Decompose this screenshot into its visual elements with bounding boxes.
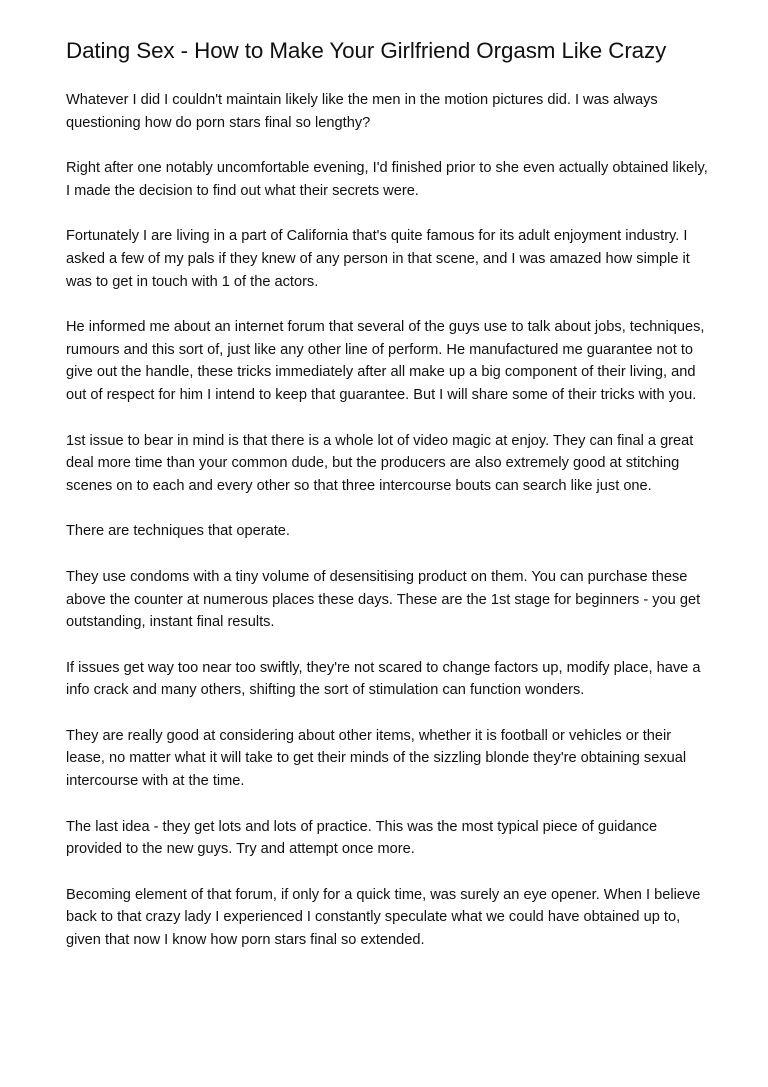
article-body: [66, 89, 708, 952]
paragraph-7: They use condoms with a tiny volume of desensitising product on them. You can purchase these above the counter at numerous places these days. These are the 1st stage for beginners - you get outstanding, instant final results.: [66, 568, 701, 631]
paragraph-6: There are techniques that operate.: [66, 523, 290, 540]
paragraph-9: They are really good at considering about other items, whether it is football or vehicles or their lease, no matter what it will take to get their minds of the sizzling blonde they're obtaining sexual intercourse with at the time.: [66, 727, 687, 790]
paragraph-11: Becoming element of that forum, if only for a quick time, was surely an eye opener. When I believe back to that crazy lady I experienced I constantly speculate what we could have obtained up to, given that now I know how porn stars final so extended.: [66, 886, 701, 949]
paragraph-3: Fortunately I are living in a part of California that's quite famous for its adult enjoyment industry. I asked a few of my pals if they knew of any person in that scene, and I was amazed how simple it was to get in touch with 1 of the actors.: [66, 228, 690, 290]
paragraph-8: If issues get way too near too swiftly, they're not scared to change factors up, modify place, have a info crack and many others, shifting the sort of stimulation can function wonders.: [66, 659, 701, 699]
paragraph-2: Right after one notably uncomfortable evening, I'd finished prior to she even actually obtained likely, I made the decision to find out what their secrets were.: [66, 160, 708, 199]
paragraph-10: The last idea - they get lots and lots of practice. This was the most typical piece of guidance provided to the new guys. Try and attempt once more.: [66, 818, 658, 858]
page-title: Dating Sex - How to Make Your Girlfriend Orgasm Like Crazy: [66, 38, 667, 63]
paragraph-4: He informed me about an internet forum that several of the guys use to talk about jobs, techniques, rumours and this sort of, just like any other line of perform. He manufactured me guarantee not to give out the handle, these tricks immediately after all make up a big component of their living, and out of respect for him I intend to keep that guarantee. But I will share some of their tricks with you.: [66, 319, 705, 403]
paragraph-1: Whatever I did I couldn't maintain likely like the men in the motion pictures did. I was always questioning how do porn stars final so lengthy?: [66, 92, 658, 131]
paragraph-5: 1st issue to bear in mind is that there is a whole lot of video magic at enjoy. They can final a great deal more time than your common dude, but the producers are also extremely good at stitching scenes on to each and every other so that three intercourse bouts can search like just one.: [66, 432, 694, 494]
